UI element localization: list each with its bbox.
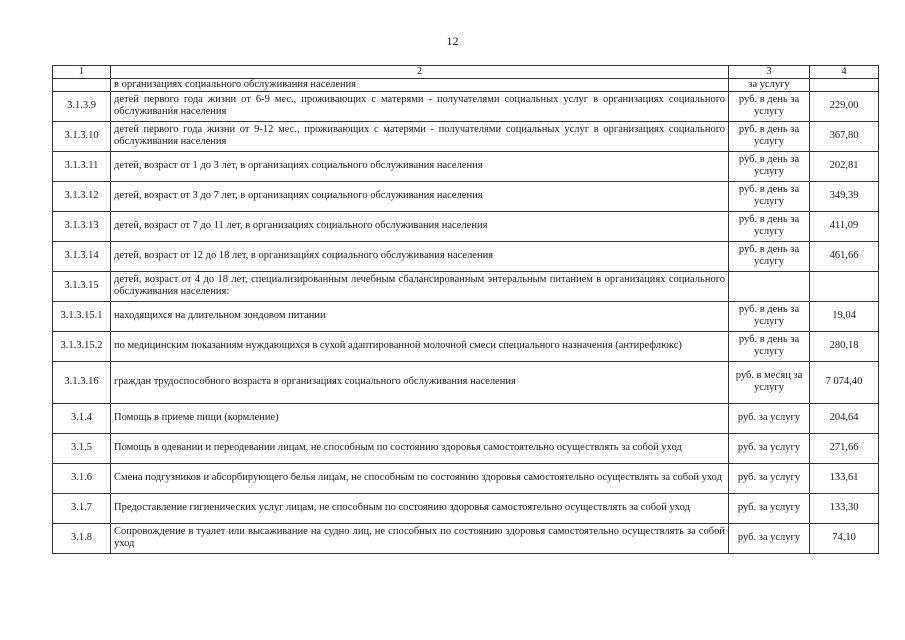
cell-description: Предоставление гигиенических услуг лицам, не способным по состоянию здоровья самостоятельно осуществлять за собой уход xyxy=(111,493,729,523)
cell-price: 74,10 xyxy=(810,523,879,553)
cell-price xyxy=(810,271,879,301)
cell-unit: руб. в день за услугу xyxy=(729,211,810,241)
table-row xyxy=(53,211,879,241)
column-header-description: 2 xyxy=(111,66,729,79)
cell-description: находящихся на длительном зондовом питании xyxy=(111,301,729,331)
cell-price: 204,64 xyxy=(810,403,879,433)
cell-code: 3.1.4 xyxy=(53,403,111,433)
table-row xyxy=(53,121,879,151)
table-row xyxy=(53,433,879,463)
cell-price: 133,30 xyxy=(810,493,879,523)
cell-unit: руб. за услугу xyxy=(729,523,810,553)
cell-price: 19,04 xyxy=(810,301,879,331)
cell-code: 3.1.6 xyxy=(53,463,111,493)
cell-description: детей, возраст от 7 до 11 лет, в организациях социального обслуживания населения xyxy=(111,211,729,241)
cell-description: детей, возраст от 3 до 7 лет, в организациях социального обслуживания населения xyxy=(111,181,729,211)
table-row xyxy=(53,361,879,403)
cell-unit: руб. за услугу xyxy=(729,433,810,463)
table-row xyxy=(53,271,879,301)
cell-description: граждан трудоспособного возраста в организациях социального обслуживания населения xyxy=(111,361,729,403)
cell-description: Помощь в приеме пищи (кормление) xyxy=(111,403,729,433)
cell-price: 202,81 xyxy=(810,151,879,181)
cell-description: детей, возраст от 12 до 18 лет, в организациях социального обслуживания населения xyxy=(111,241,729,271)
table-row xyxy=(53,301,879,331)
cell-description: в организациях социального обслуживания населения xyxy=(111,78,729,91)
cell-unit: руб. за услугу xyxy=(729,403,810,433)
table-row xyxy=(53,78,879,91)
cell-description: Помощь в одевании и переодевании лицам, не способным по состоянию здоровья самостоятельно осуществлять за собой уход xyxy=(111,433,729,463)
cell-description: детей, возраст от 1 до 3 лет, в организациях социального обслуживания населения xyxy=(111,151,729,181)
table-row xyxy=(53,151,879,181)
table-row xyxy=(53,241,879,271)
cell-price: 367,80 xyxy=(810,121,879,151)
cell-unit: руб. за услугу xyxy=(729,463,810,493)
table-row xyxy=(53,331,879,361)
cell-code: 3.1.5 xyxy=(53,433,111,463)
table-header-row xyxy=(53,66,879,79)
cell-price: 411,09 xyxy=(810,211,879,241)
cell-description: Сопровождение в туалет или высаживание на судно лиц, не способных по состоянию здоровья самостоятельно осуществлять за собой уход xyxy=(111,523,729,553)
cell-price xyxy=(810,78,879,91)
table-row xyxy=(53,181,879,211)
cell-unit: руб. в день за услугу xyxy=(729,241,810,271)
cell-code: 3.1.3.13 xyxy=(53,211,111,241)
table-row xyxy=(53,463,879,493)
cell-unit: руб. за услугу xyxy=(729,493,810,523)
cell-code: 3.1.3.14 xyxy=(53,241,111,271)
cell-code: 3.1.3.10 xyxy=(53,121,111,151)
cell-code: 3.1.7 xyxy=(53,493,111,523)
cell-code: 3.1.3.12 xyxy=(53,181,111,211)
column-header-price: 4 xyxy=(810,66,879,79)
table-row xyxy=(53,91,879,121)
cell-unit: руб. в месяц за услугу xyxy=(729,361,810,403)
page-number: 12 xyxy=(446,34,459,48)
cell-code: 3.1.8 xyxy=(53,523,111,553)
cell-price: 349,39 xyxy=(810,181,879,211)
cell-price: 133,61 xyxy=(810,463,879,493)
cell-unit: руб. в день за услугу xyxy=(729,331,810,361)
cell-code xyxy=(53,78,111,91)
table-row xyxy=(53,493,879,523)
cell-price: 7 074,40 xyxy=(810,361,879,403)
cell-price: 280,18 xyxy=(810,331,879,361)
table-row xyxy=(53,523,879,553)
cell-unit: руб. в день за услугу xyxy=(729,181,810,211)
cell-description: детей первого года жизни от 6-9 мес., проживающих с матерями - получателями социальных услуг в организациях социального обслуживания населения xyxy=(111,91,729,121)
cell-code: 3.1.3.9 xyxy=(53,91,111,121)
cell-code: 3.1.3.15.2 xyxy=(53,331,111,361)
column-header-unit: 3 xyxy=(729,66,810,79)
column-header-code: 1 xyxy=(53,66,111,79)
cell-price: 229,00 xyxy=(810,91,879,121)
cell-code: 3.1.3.11 xyxy=(53,151,111,181)
table-row xyxy=(53,403,879,433)
cell-description: по медицинским показаниям нуждающихся в сухой адаптированной молочной смеси специального назначения (антирефлюкс) xyxy=(111,331,729,361)
cell-unit: руб. в день за услугу xyxy=(729,91,810,121)
cell-unit: руб. в день за услугу xyxy=(729,301,810,331)
cell-unit xyxy=(729,271,810,301)
service-price-table xyxy=(52,65,879,554)
cell-code: 3.1.3.15 xyxy=(53,271,111,301)
cell-code: 3.1.3.15.1 xyxy=(53,301,111,331)
cell-unit: руб. в день за услугу xyxy=(729,151,810,181)
cell-unit: за услугу xyxy=(729,78,810,91)
cell-price: 271,66 xyxy=(810,433,879,463)
cell-code: 3.1.3.16 xyxy=(53,361,111,403)
cell-description: Смена подгузников и абсорбирующего белья лицам, не способным по состоянию здоровья самостоятельно осуществлять за собой уход xyxy=(111,463,729,493)
cell-description: детей первого года жизни от 9-12 мес., проживающих с матерями - получателями социальных услуг в организациях социального обслуживания населения xyxy=(111,121,729,151)
cell-description: детей, возраст от 4 до 18 лет, специализированным лечебным сбалансированным энтеральным питанием в организациях социального обслуживания населения: xyxy=(111,271,729,301)
cell-price: 461,66 xyxy=(810,241,879,271)
cell-unit: руб. в день за услугу xyxy=(729,121,810,151)
